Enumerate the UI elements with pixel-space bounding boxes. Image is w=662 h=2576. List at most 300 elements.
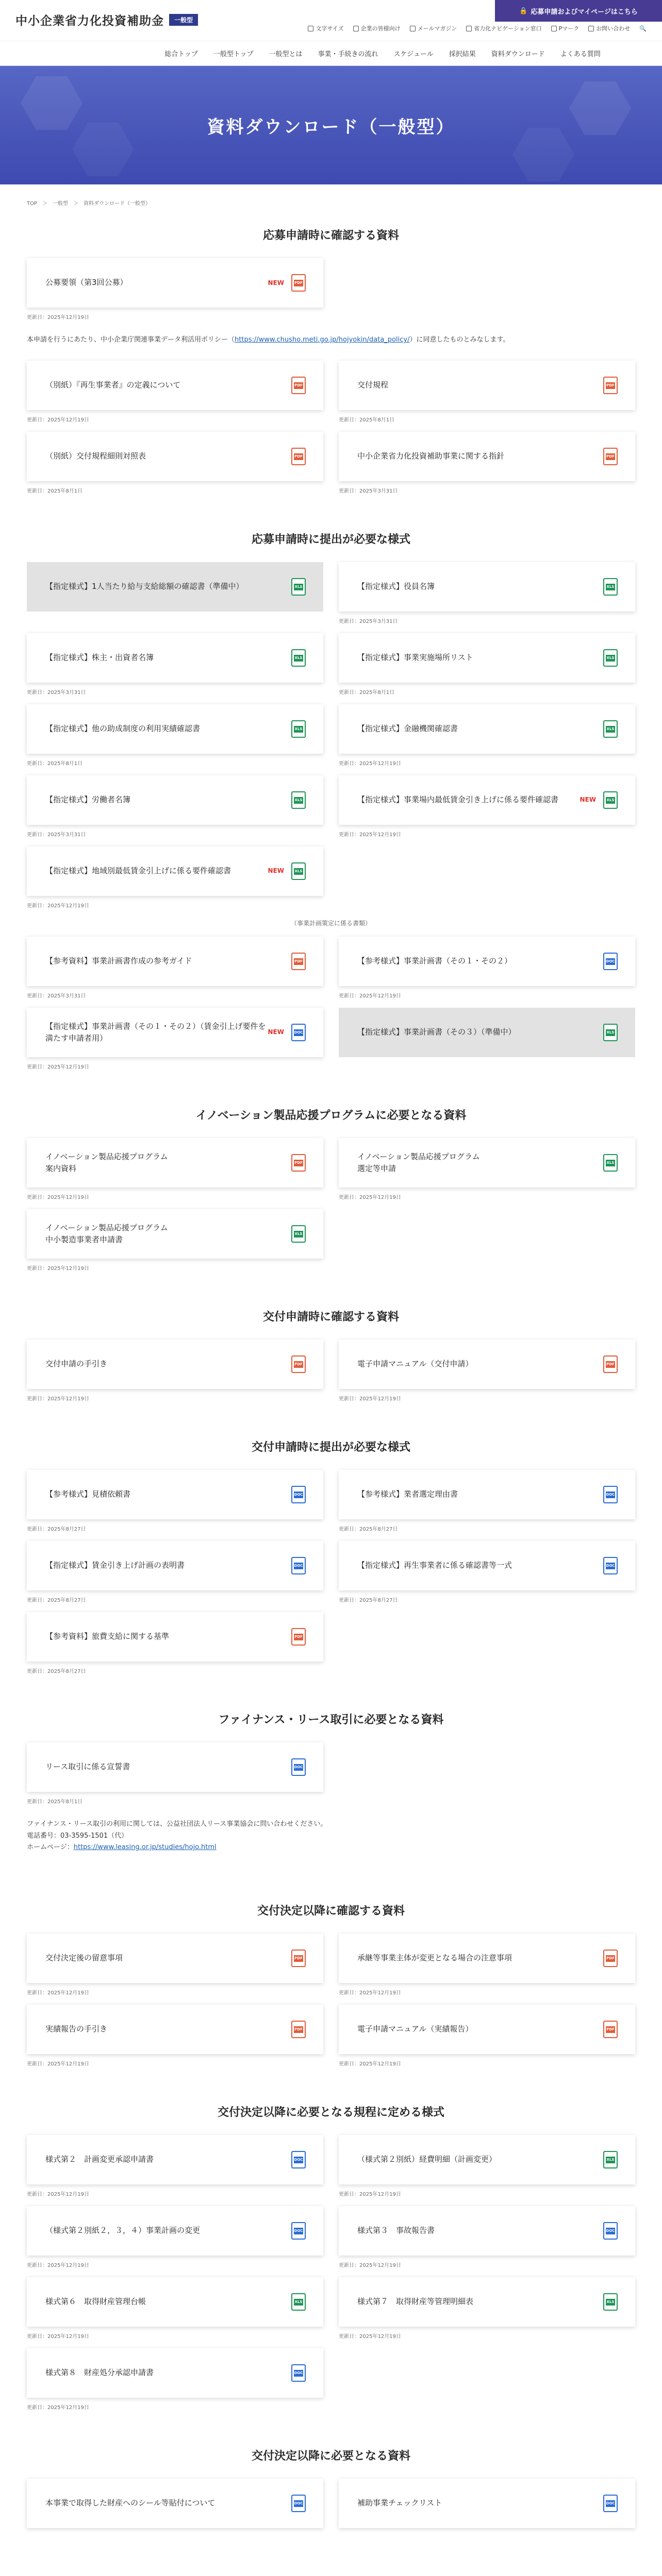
document-title: 電子申請マニュアル（交付申請） [357, 1359, 473, 1369]
new-badge: NEW [580, 796, 596, 804]
document-title: 【参考様式】事業計画書（その１・その２） [357, 956, 512, 966]
update-date: 更新日：2025年12月19日 [27, 2192, 89, 2197]
document-title: 【指定様式】役員名簿 [357, 582, 435, 591]
document-download-card[interactable] [339, 1008, 635, 1057]
document-title: 公募要領（第3回公募） [45, 278, 128, 287]
document-item [27, 432, 323, 494]
doc-file-icon [603, 1557, 618, 1574]
document-download-card[interactable] [27, 2135, 323, 2184]
document-item [27, 2479, 323, 2540]
update-date: 更新日：2025年8月27日 [339, 1526, 398, 1532]
document-item [339, 2277, 635, 2339]
update-date [339, 1062, 635, 1070]
phone-icon [466, 26, 472, 31]
document-item [339, 1541, 635, 1603]
update-date: 更新日：2025年3月31日 [27, 689, 86, 696]
document-title: （様式第２別紙２，３，４）事業計画の変更 [45, 2226, 201, 2235]
document-item [27, 704, 323, 766]
section-spacer [27, 2070, 635, 2090]
pdf-file-icon [603, 377, 618, 394]
update-date: 更新日：2025年3月31日 [339, 618, 398, 624]
document-item [339, 2135, 635, 2197]
document-grid [27, 1340, 635, 1401]
document-title: 補助事業チェックリスト [357, 2498, 442, 2508]
update-date: 更新日：2025年8月1日 [339, 417, 395, 423]
document-title: 【参考様式】業者選定理由書 [357, 1489, 458, 1499]
document-title: 実績報告の手引き [45, 2024, 108, 2034]
update-date: 更新日：2025年12月19日 [27, 903, 89, 909]
nav-item[interactable]: よくある質問 [560, 50, 601, 58]
document-item [339, 2005, 635, 2066]
xls-file-icon [291, 1225, 306, 1243]
document-title: 【指定様式】賃金引き上げ計画の表明書 [45, 1561, 185, 1570]
document-title: 【指定様式】1人当たり給与支給総額の確認書（準備中） [45, 582, 244, 591]
xls-file-icon [603, 2293, 618, 2311]
document-download-card[interactable] [27, 1541, 323, 1590]
new-badge: NEW [268, 1028, 284, 1036]
document-item [339, 1340, 635, 1401]
icon-label: XLS [606, 655, 615, 662]
document-item [27, 562, 323, 624]
icon-label: DOC [606, 2228, 615, 2234]
nav-item[interactable]: スケジュール [393, 50, 434, 58]
icon-label: XLS [294, 655, 303, 662]
section-spacer [27, 2544, 635, 2564]
document-download-card[interactable] [339, 1138, 635, 1188]
global-nav [0, 41, 662, 66]
update-date: 更新日：2025年12月19日 [27, 1990, 89, 1996]
section-spacer [27, 1677, 635, 1698]
external-link[interactable]: https://www.leasing.or.jp/studies/hojo.html [73, 1843, 217, 1852]
document-download-card[interactable] [27, 2206, 323, 2256]
document-download-card[interactable] [339, 562, 635, 612]
section-subtitle: （事業計画策定に係る書類） [290, 919, 371, 927]
doc-file-icon [603, 1486, 618, 1503]
document-title: 【指定様式】株主・出資者名簿 [45, 653, 154, 663]
update-date: 更新日：2025年12月19日 [339, 2334, 401, 2340]
section-title: 応募申請時に確認する資料 [262, 229, 399, 242]
pdf-file-icon [291, 448, 306, 465]
update-date: 更新日：2025年12月19日 [339, 1194, 401, 1200]
document-download-card[interactable] [27, 2277, 323, 2327]
section-spacer [27, 1868, 635, 1889]
document-title: 【指定様式】金融機関確認書 [357, 724, 458, 734]
section-note: 本申請を行うにあたり、中小企業庁関連事業データ利活用ポリシー（https://www.chusho.meti.go.jp/hojyokin/data_policy/）に同意したものとみなします。 [27, 336, 510, 344]
document-item [27, 1340, 323, 1401]
icon-label: DOC [294, 1764, 303, 1771]
document-item [27, 1934, 323, 1995]
document-title: 交付決定後の留意事項 [45, 1953, 123, 1963]
section-title: 交付決定以降に必要となる規程に定める様式 [217, 2106, 444, 2119]
document-download-card[interactable] [339, 1470, 635, 1519]
update-date: 更新日：2025年12月19日 [27, 1265, 89, 1272]
icon-label: XLS [294, 1231, 303, 1238]
icon-label: PDF [294, 280, 303, 286]
document-title: 【指定様式】事業場内最低賃金引き上げに係る要件確認書 [357, 795, 559, 805]
icon-label: PDF [294, 1634, 303, 1640]
document-item [27, 2277, 323, 2339]
document-download-card[interactable] [27, 937, 323, 986]
document-item [27, 2005, 323, 2066]
document-download-card[interactable] [27, 2479, 323, 2528]
business-link[interactable]: 企業の皆様向け [353, 24, 401, 32]
section-spacer [27, 497, 635, 517]
document-item [27, 846, 323, 908]
update-date: 更新日：2025年12月19日 [339, 832, 401, 838]
site-header [0, 0, 662, 41]
document-item [339, 633, 635, 695]
icon-label: XLS [294, 868, 303, 875]
document-item [339, 1138, 635, 1200]
document-download-card[interactable] [27, 2005, 323, 2054]
update-date: 更新日：2025年12月19日 [339, 2192, 401, 2197]
document-grid [27, 2135, 635, 2410]
section-spacer [27, 1073, 635, 1093]
update-date: 更新日：2025年12月19日 [27, 1064, 89, 1070]
nav-top-general[interactable]: 総合トップ [164, 50, 198, 58]
document-title: 交付申請の手引き [45, 1359, 108, 1369]
update-date: 更新日：2025年12月19日 [339, 2263, 401, 2268]
mail-magazine-link[interactable]: メールマガジン [410, 24, 457, 32]
document-title: 【指定様式】他の助成制度の利用実績確認書 [45, 724, 201, 734]
update-date: 更新日：2025年12月19日 [27, 1194, 89, 1200]
document-item [339, 1934, 635, 1995]
document-title: 中小企業省力化投資補助事業に関する指針 [357, 451, 505, 461]
document-download-card[interactable] [339, 432, 635, 481]
icon-label: DOC [294, 1563, 303, 1569]
icon-label: DOC [606, 958, 615, 965]
document-download-card[interactable] [339, 361, 635, 410]
section-title: ファイナンス・リース取引に必要となる資料 [218, 1713, 444, 1726]
document-grid [27, 562, 635, 908]
site-logo[interactable] [15, 11, 198, 28]
document-download-card[interactable] [339, 1934, 635, 1983]
xls-file-icon [603, 791, 618, 809]
document-item [339, 1470, 635, 1532]
icon-label: XLS [294, 2299, 303, 2306]
xls-file-icon [603, 720, 618, 738]
update-date: 更新日：2025年12月19日 [339, 760, 401, 767]
xls-file-icon [291, 649, 306, 667]
new-badge: NEW [268, 867, 284, 875]
icon-label: XLS [294, 726, 303, 733]
document-download-card[interactable] [339, 2479, 635, 2528]
update-date: 更新日：2025年12月19日 [27, 2263, 89, 2268]
document-item [27, 1541, 323, 1603]
icon-label: PDF [606, 2026, 615, 2033]
document-download-card[interactable] [27, 704, 323, 754]
document-title: 様式第２ 計画変更承認申請書 [45, 2155, 154, 2164]
update-date: 更新日：2025年12月19日 [339, 1396, 401, 1402]
icon-label: PDF [294, 453, 303, 460]
icon-label: DOC [294, 2157, 303, 2163]
contact-link[interactable]: お問い合わせ [588, 24, 630, 32]
hex-decoration [72, 123, 134, 176]
pdf-file-icon [291, 1950, 306, 1967]
document-download-card[interactable] [27, 1340, 323, 1389]
document-download-card[interactable] [27, 633, 323, 683]
icon-label: DOC [294, 2228, 303, 2234]
icon-label: DOC [294, 1492, 303, 1498]
doc-file-icon [603, 2222, 618, 2240]
section-spacer [27, 1274, 635, 1295]
document-download-card[interactable] [339, 633, 635, 683]
document-title: 【指定様式】事業実施場所リスト [357, 653, 473, 663]
section-spacer [27, 2413, 635, 2434]
icon-label: XLS [606, 797, 615, 804]
icon-label: PDF [294, 1361, 303, 1368]
document-title: イノベーション製品応援プログラム 選定等申請 [357, 1151, 480, 1173]
document-title: 様式第８ 財産処分承認申請書 [45, 2368, 154, 2378]
icon-label: DOC [606, 2500, 615, 2507]
building-icon [353, 26, 359, 31]
update-date: 更新日：2025年3月31日 [27, 993, 86, 999]
pdf-file-icon [291, 1355, 306, 1373]
icon-label: XLS [294, 797, 303, 804]
document-item [27, 2135, 323, 2197]
document-title: （別紙）『再生事業者』の定義について [45, 380, 181, 390]
page-title: 資料ダウンロード（一般型） [207, 116, 455, 138]
navigation-desk-link[interactable]: 省力化ナビゲーション窓口 [466, 24, 542, 32]
document-item [339, 2479, 635, 2540]
section-note: ファイナンス・リース取引の利用に関しては、公益社団法人リース事業協会に問い合わせください。 電話番号：03-3595-1501（代） ホームページ：https://www.leasing.or.jp/studies/hojo.html [27, 1820, 327, 1852]
document-title: 【指定様式】事業計画書（その１・その２）（賃金引上げ要件を満たす申請者用） [45, 1021, 266, 1043]
document-download-card[interactable] [27, 1470, 323, 1519]
hex-decoration [569, 81, 631, 135]
document-item [27, 937, 323, 998]
nav-item[interactable]: 資料ダウンロード [491, 50, 545, 58]
doc-file-icon [291, 1024, 306, 1041]
doc-file-icon [291, 2151, 306, 2168]
document-title: 【参考様式】見積依頼書 [45, 1489, 131, 1499]
icon-label: XLS [606, 584, 615, 590]
doc-file-icon [291, 2495, 306, 2512]
pdf-file-icon [291, 274, 306, 292]
xls-file-icon [603, 649, 618, 667]
document-item [27, 258, 323, 320]
document-item [27, 1209, 323, 1271]
document-item [339, 432, 635, 494]
logo-badge: 一般型 [169, 14, 198, 26]
nav-item[interactable]: 一般型とは [269, 50, 303, 58]
document-download-card[interactable] [27, 1934, 323, 1983]
update-date: 更新日：2025年12月19日 [27, 2061, 89, 2067]
document-grid [27, 1742, 635, 1804]
doc-file-icon [291, 2222, 306, 2240]
font-size-link[interactable]: 文字サイズ [308, 24, 343, 32]
icon-label: XLS [294, 584, 303, 590]
update-date: 更新日：2025年3月31日 [27, 832, 86, 838]
icon-label: PDF [294, 2026, 303, 2033]
document-download-card[interactable] [27, 775, 323, 825]
document-download-card[interactable] [27, 846, 323, 896]
document-download-card[interactable] [339, 2277, 635, 2327]
icon-label: XLS [606, 726, 615, 733]
update-date: 更新日：2025年8月1日 [27, 1799, 83, 1805]
pdf-file-icon [291, 953, 306, 970]
update-date [339, 2533, 635, 2540]
document-download-card[interactable] [27, 1008, 323, 1057]
document-download-card[interactable] [27, 2348, 323, 2398]
document-download-card[interactable] [339, 2005, 635, 2054]
document-title: 承継等事業主体が変更となる場合の注意事項 [357, 1953, 512, 1963]
icon-label: PDF [294, 382, 303, 389]
section-title: 交付決定以降に必要となる資料 [251, 2450, 410, 2463]
icon-label: PDF [606, 453, 615, 460]
nav-item[interactable]: 事業・手続きの流れ [318, 50, 378, 58]
document-title: 【参考資料】事業計画書作成の参考ガイド [45, 956, 192, 966]
document-item [339, 361, 635, 422]
doc-file-icon [291, 1557, 306, 1574]
document-download-card[interactable] [27, 1742, 323, 1792]
icon-label: PDF [294, 958, 303, 965]
update-date: 更新日：2025年8月27日 [27, 1526, 86, 1532]
pdf-file-icon [291, 1154, 306, 1172]
document-download-card[interactable] [27, 1209, 323, 1259]
document-download-card[interactable] [339, 937, 635, 986]
hex-decoration [21, 76, 82, 130]
doc-file-icon [291, 1486, 306, 1503]
icon-label: DOC [294, 1029, 303, 1036]
document-title: 電子申請マニュアル（実績報告） [357, 2024, 473, 2034]
new-badge: NEW [268, 279, 284, 286]
doc-file-icon [603, 953, 618, 970]
document-title: 交付規程 [357, 380, 389, 390]
update-date [27, 617, 323, 624]
apply-mypage-button[interactable] [495, 0, 662, 22]
pmark-link[interactable]: Pマーク [551, 24, 580, 32]
document-item [339, 775, 635, 837]
document-download-card[interactable] [27, 432, 323, 481]
icon-label: PDF [294, 1955, 303, 1962]
update-date [27, 2533, 323, 2540]
document-title: （様式第２別紙）経費明細（計画変更） [357, 2155, 497, 2164]
hex-decoration [512, 128, 574, 181]
xls-file-icon [291, 862, 306, 880]
update-date: 更新日：2025年12月19日 [27, 315, 89, 320]
document-grid [27, 2479, 635, 2540]
document-item [339, 2206, 635, 2268]
nav-item[interactable]: 採択結果 [449, 50, 476, 58]
document-item [27, 2206, 323, 2268]
icon-label: XLS [606, 2157, 615, 2163]
search-icon[interactable]: 🔍 [639, 25, 647, 32]
pdf-file-icon [291, 377, 306, 394]
doc-file-icon [291, 1758, 306, 1776]
document-download-card[interactable] [339, 1340, 635, 1389]
icon-label: DOC [606, 1563, 615, 1569]
xls-file-icon [603, 1154, 618, 1172]
icon-label: XLS [606, 1160, 615, 1166]
update-date: 更新日：2025年12月19日 [27, 2334, 89, 2340]
breadcrumb[interactable]: TOP ＞ 一般型 ＞ 資料ダウンロード（一般型） [27, 201, 151, 207]
document-item [27, 775, 323, 837]
main-content [27, 227, 635, 2564]
apply-mypage-label: 応募申請およびマイページはこちら [531, 8, 638, 16]
utility-nav [308, 24, 647, 32]
section-title: 交付申請時に確認する資料 [262, 1310, 399, 1324]
update-date: 更新日：2025年3月31日 [339, 488, 398, 494]
section-title: 交付申請時に提出が必要な様式 [251, 1440, 410, 1454]
document-title: 本事業で取得した財産へのシール等貼付について [45, 2498, 216, 2508]
xls-file-icon [291, 2293, 306, 2311]
lock-icon: 🔒 [519, 7, 528, 15]
pdf-file-icon [603, 448, 618, 465]
update-date: 更新日：2025年12月19日 [27, 417, 89, 423]
document-download-card[interactable] [27, 1612, 323, 1662]
document-title: 【指定様式】事業計画書（その３）（準備中） [357, 1027, 516, 1037]
document-title: （別紙）交付規程細則対照表 [45, 451, 146, 461]
logo-text: 中小企業省力化投資補助金 [15, 14, 164, 28]
document-item [27, 1470, 323, 1532]
update-date: 更新日：2025年8月1日 [339, 689, 395, 696]
pdf-file-icon [603, 2021, 618, 2038]
pdf-file-icon [603, 1355, 618, 1373]
document-item [27, 1612, 323, 1674]
document-download-card[interactable] [339, 775, 635, 825]
document-item [27, 2348, 323, 2410]
icon-label: PDF [294, 1160, 303, 1166]
document-grid [27, 937, 635, 1070]
document-title: 様式第３ 事故報告書 [357, 2226, 435, 2235]
document-item [27, 1742, 323, 1804]
font-size-icon [308, 26, 313, 31]
pdf-file-icon [291, 2021, 306, 2038]
document-title: 様式第７ 取得財産等管理明細表 [357, 2297, 474, 2307]
icon-label: PDF [606, 1955, 615, 1962]
section-spacer [27, 1404, 635, 1425]
document-title: 【指定様式】地域別最低賃金引上げに係る要件確認書 [45, 866, 231, 876]
nav-item[interactable]: 一般型トップ [213, 50, 254, 58]
document-title: イノベーション製品応援プログラム 中小製造事業者申請書 [45, 1223, 168, 1244]
document-item [339, 704, 635, 766]
page-hero [0, 66, 662, 184]
document-grid [27, 1934, 635, 2066]
document-grid [27, 258, 635, 320]
xls-file-icon [603, 1024, 618, 1041]
document-download-card[interactable] [27, 562, 323, 612]
update-date: 更新日：2025年12月19日 [339, 1990, 401, 1996]
doc-file-icon [291, 2364, 306, 2382]
xls-file-icon [291, 720, 306, 738]
update-date: 更新日：2025年8月27日 [339, 1597, 398, 1603]
document-download-card[interactable] [27, 361, 323, 410]
document-download-card[interactable] [339, 2206, 635, 2256]
document-item [27, 361, 323, 422]
document-download-card[interactable] [339, 704, 635, 754]
document-grid [27, 1470, 635, 1674]
icon-label: PDF [606, 1361, 615, 1368]
update-date: 更新日：2025年8月1日 [27, 488, 83, 494]
contact-icon [588, 26, 594, 31]
document-item [27, 1008, 323, 1070]
external-link[interactable]: https://www.chusho.meti.go.jp/hojyokin/data_policy/ [235, 336, 410, 344]
update-date: 更新日：2025年12月19日 [27, 1396, 89, 1402]
pdf-file-icon [291, 1628, 306, 1646]
document-download-card[interactable] [339, 2135, 635, 2184]
document-download-card[interactable] [339, 1541, 635, 1590]
document-title: リース取引に係る宣誓書 [45, 1762, 130, 1772]
icon-label: XLS [606, 2299, 615, 2306]
icon-label: DOC [606, 1492, 615, 1498]
update-date: 更新日：2025年8月1日 [27, 760, 83, 767]
document-download-card[interactable] [27, 258, 323, 308]
document-download-card[interactable] [27, 1138, 323, 1188]
document-item [339, 937, 635, 998]
icon-label: DOC [294, 2500, 303, 2507]
update-date: 更新日：2025年8月27日 [27, 1668, 86, 1674]
icon-label: DOC [294, 2370, 303, 2377]
